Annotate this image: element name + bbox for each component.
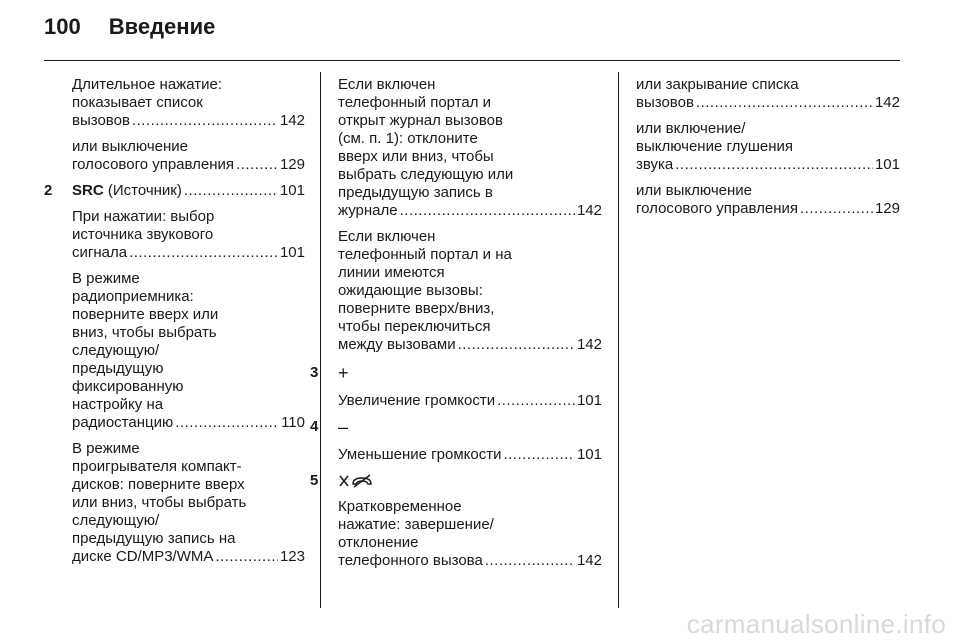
column-2 (310, 76, 602, 578)
text-line: телефонный портал и (338, 94, 492, 111)
item-number: 3 (310, 364, 319, 381)
text-line: выбрать следующую или (338, 166, 514, 183)
toc-line (72, 112, 305, 130)
text-line: линии имеются (338, 264, 445, 281)
text-line: чтобы переключиться (338, 318, 491, 335)
item-3 (310, 364, 602, 410)
paragraph (338, 446, 602, 464)
toc-line (636, 200, 900, 218)
toc-line (72, 182, 305, 200)
paragraph (72, 138, 305, 174)
toc-line (338, 202, 602, 220)
item-1-continued (44, 76, 305, 174)
text-line: фиксированную (72, 378, 184, 395)
text-line: ожидающие вызовы: (338, 282, 483, 299)
toc-line (636, 156, 900, 174)
toc-page-ref[interactable]: 101 (576, 392, 602, 409)
phone-hangup-icon (338, 472, 602, 490)
toc-text: вызовов (72, 112, 130, 129)
toc-line (338, 446, 602, 464)
text-line: предыдущую (72, 360, 164, 377)
toc-text: сигнала (72, 244, 128, 261)
toc-text: звука (636, 156, 674, 173)
watermark: carmanualsonline.info (686, 609, 946, 639)
text-line: следующую/ (72, 342, 160, 359)
text-line: открыт журнал вызовов (338, 112, 503, 129)
text-line: источника звукового (72, 226, 214, 243)
text-line: предыдущую запись на (72, 530, 236, 547)
item-2 (44, 182, 305, 566)
toc-page-ref[interactable]: 123 (279, 548, 305, 565)
item-4 (310, 418, 602, 464)
text-line: настройку на (72, 396, 164, 413)
paragraph (72, 208, 305, 262)
toc-page-ref[interactable]: 142 (576, 336, 602, 353)
paragraph (636, 76, 900, 112)
page-number: 100 (44, 14, 81, 39)
toc-page-ref[interactable]: 101 (874, 156, 900, 173)
text-line: В режиме (72, 270, 140, 287)
toc-text: (Источник) (107, 182, 182, 199)
text-line: или закрывание списка (636, 76, 799, 93)
toc-page-ref[interactable]: 101 (279, 182, 305, 199)
text-line: Если включен (338, 228, 436, 245)
text-line: поверните вверх/вниз, (338, 300, 495, 317)
paragraph (338, 418, 602, 438)
paragraph (338, 498, 602, 570)
toc-line (338, 552, 602, 570)
text-line: предыдущую запись в (338, 184, 493, 201)
text-line: Если включен (338, 76, 436, 93)
paragraph (72, 270, 305, 432)
page-title: Введение (108, 14, 216, 39)
text-line: вверх или вниз, чтобы (338, 148, 494, 165)
text-line: или вниз, чтобы выбрать (72, 494, 247, 511)
item-5 (310, 472, 602, 570)
minus-icon: – (338, 417, 349, 437)
text-line: При нажатии: выбор (72, 208, 215, 225)
paragraph (72, 182, 305, 200)
toc-text: журнале (338, 202, 398, 219)
column-divider-2 (618, 72, 619, 608)
toc-page-ref[interactable]: 129 (279, 156, 305, 173)
text-line: дисков: поверните вверх (72, 476, 245, 493)
paragraph (338, 76, 602, 220)
header-rule (44, 60, 900, 61)
text-line: или включение/ (636, 120, 746, 137)
page-header (44, 14, 215, 46)
toc-line (338, 336, 602, 354)
text-line: радиоприемника: (72, 288, 194, 305)
toc-text: голосового управления (636, 200, 799, 217)
toc-page-ref[interactable]: 142 (576, 202, 602, 219)
toc-page-ref[interactable]: 142 (576, 552, 602, 569)
text-line: или выключение (636, 182, 752, 199)
text-line: следующую/ (72, 512, 160, 529)
toc-text: радиостанцию (72, 414, 174, 431)
toc-page-ref[interactable]: 142 (279, 112, 305, 129)
paragraph (338, 472, 602, 490)
toc-text: вызовов (636, 94, 694, 111)
text-line: Кратковременное (338, 498, 462, 515)
plus-icon: + (338, 363, 349, 383)
text-line: показывает список (72, 94, 203, 111)
text-line: нажатие: завершение/ (338, 516, 494, 533)
paragraph (338, 392, 602, 410)
toc-line (72, 414, 305, 432)
toc-page-ref[interactable]: 110 (281, 414, 305, 431)
text-line: отклонение (338, 534, 419, 551)
toc-text: Уменьшение громкости (338, 446, 502, 463)
toc-page-ref[interactable]: 142 (874, 94, 900, 111)
paragraph (72, 440, 305, 566)
toc-text: телефонного вызова (338, 552, 483, 569)
text-line: вниз, чтобы выбрать (72, 324, 217, 341)
text-line: выключение глушения (636, 138, 794, 155)
text-line: или выключение (72, 138, 188, 155)
toc-page-ref[interactable]: 101 (576, 446, 602, 463)
toc-text: голосового управления (72, 156, 235, 173)
toc-text: между вызовами (338, 336, 456, 353)
text-line: Длительное нажатие: (72, 76, 222, 93)
toc-page-ref[interactable]: 101 (279, 244, 305, 261)
src-label: SRC (72, 182, 104, 199)
toc-line (72, 548, 305, 566)
item-number: 4 (310, 418, 319, 435)
item-number: 5 (310, 472, 319, 489)
text-line: проигрывателя компакт- (72, 458, 242, 475)
item-number: 2 (44, 182, 53, 199)
toc-line (72, 244, 305, 262)
column-1 (44, 76, 305, 574)
column-3 (636, 76, 900, 218)
paragraph (338, 228, 602, 354)
text-line: поверните вверх или (72, 306, 219, 323)
text-line: (см. п. 1): отклоните (338, 130, 478, 147)
paragraph (636, 120, 900, 174)
paragraph (636, 182, 900, 218)
toc-text: Увеличение громкости (338, 392, 496, 409)
paragraph (72, 76, 305, 130)
toc-line (636, 94, 900, 112)
text-line: В режиме (72, 440, 140, 457)
paragraph (338, 364, 602, 384)
toc-line (338, 392, 602, 410)
toc-text: диске CD/MP3/WMA (72, 548, 214, 565)
text-line: телефонный портал и на (338, 246, 512, 263)
toc-page-ref[interactable]: 129 (874, 200, 900, 217)
toc-line (72, 156, 305, 174)
